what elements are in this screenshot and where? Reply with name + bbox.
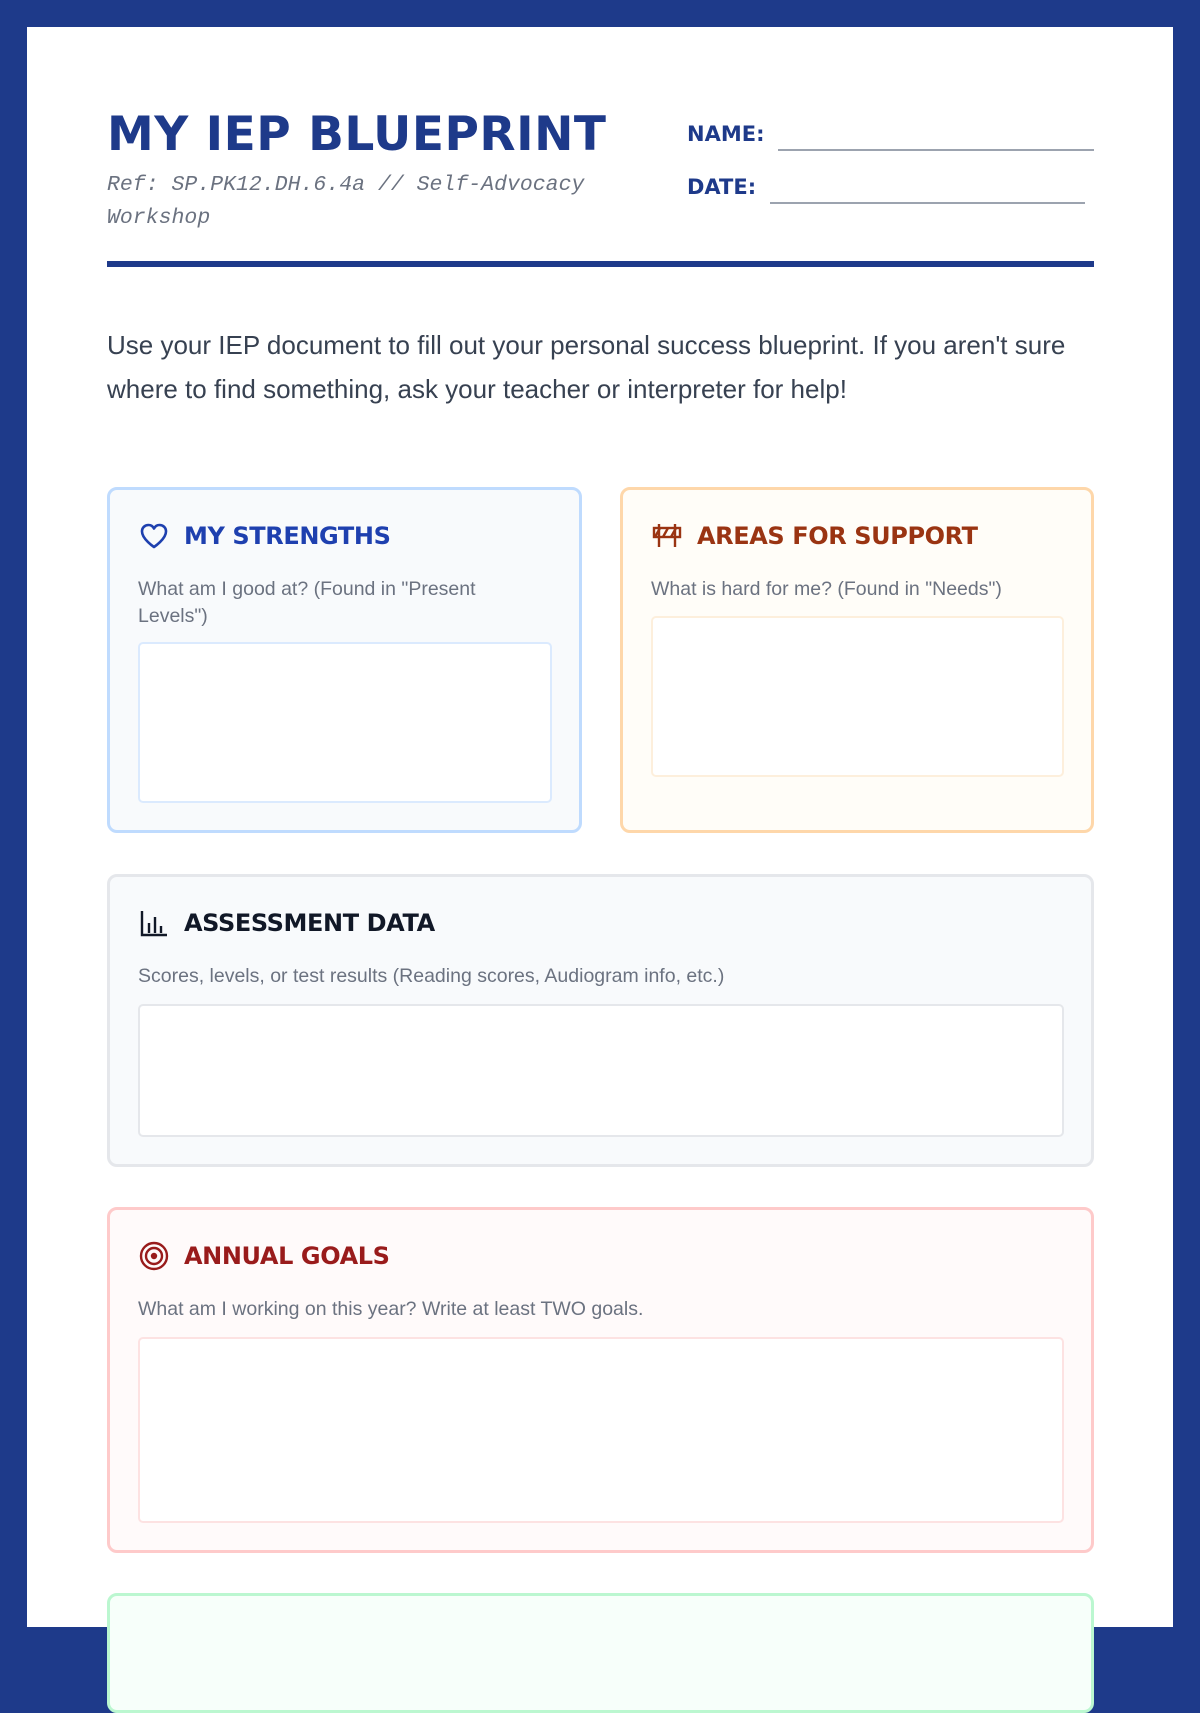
date-label: DATE: (687, 175, 757, 199)
name-label: NAME: (687, 122, 765, 146)
strengths-title: MY STRENGTHS (184, 522, 391, 550)
date-field[interactable] (687, 167, 1085, 207)
strengths-card (107, 487, 582, 833)
barrier-icon (651, 520, 683, 552)
reference-code: Ref: SP.PK12.DH.6.4a // Self-Advocacy Workshop (107, 173, 585, 230)
name-field[interactable] (687, 114, 1094, 154)
assessment-title: ASSESSMENT DATA (184, 909, 435, 937)
support-title: AREAS FOR SUPPORT (697, 522, 978, 550)
assessment-header (138, 907, 435, 939)
target-icon (138, 1240, 170, 1272)
strengths-header (138, 520, 390, 552)
name-line[interactable] (778, 148, 1094, 151)
assessment-answer-box[interactable] (138, 1004, 1064, 1137)
strengths-answer-box[interactable] (138, 642, 552, 803)
support-prompt: What is hard for me? (Found in "Needs") (651, 578, 1002, 600)
next-section-card (107, 1593, 1094, 1713)
worksheet-page (27, 27, 1173, 1627)
goals-prompt: What am I working on this year? Write at least TWO goals. (138, 1298, 644, 1320)
goals-answer-box[interactable] (138, 1337, 1064, 1523)
header-divider (107, 261, 1094, 267)
assessment-card (107, 874, 1094, 1167)
support-header (651, 520, 978, 552)
heart-icon (138, 520, 170, 552)
strengths-prompt: What am I good at? (Found in "Present Levels") (138, 578, 476, 627)
goals-card (107, 1207, 1094, 1553)
goals-header (138, 1240, 390, 1272)
goals-title: ANNUAL GOALS (184, 1242, 390, 1270)
page-title: MY IEP BLUEPRINT (107, 107, 607, 162)
intro-text: Use your IEP document to fill out your personal success blueprint. If you aren't sure where to find something, ask your teacher or interpreter for help! (107, 330, 1066, 404)
assessment-prompt: Scores, levels, or test results (Reading scores, Audiogram info, etc.) (138, 965, 725, 987)
support-answer-box[interactable] (651, 616, 1064, 777)
date-line[interactable] (770, 201, 1085, 204)
bar-chart-icon (138, 907, 170, 939)
support-card (620, 487, 1094, 833)
